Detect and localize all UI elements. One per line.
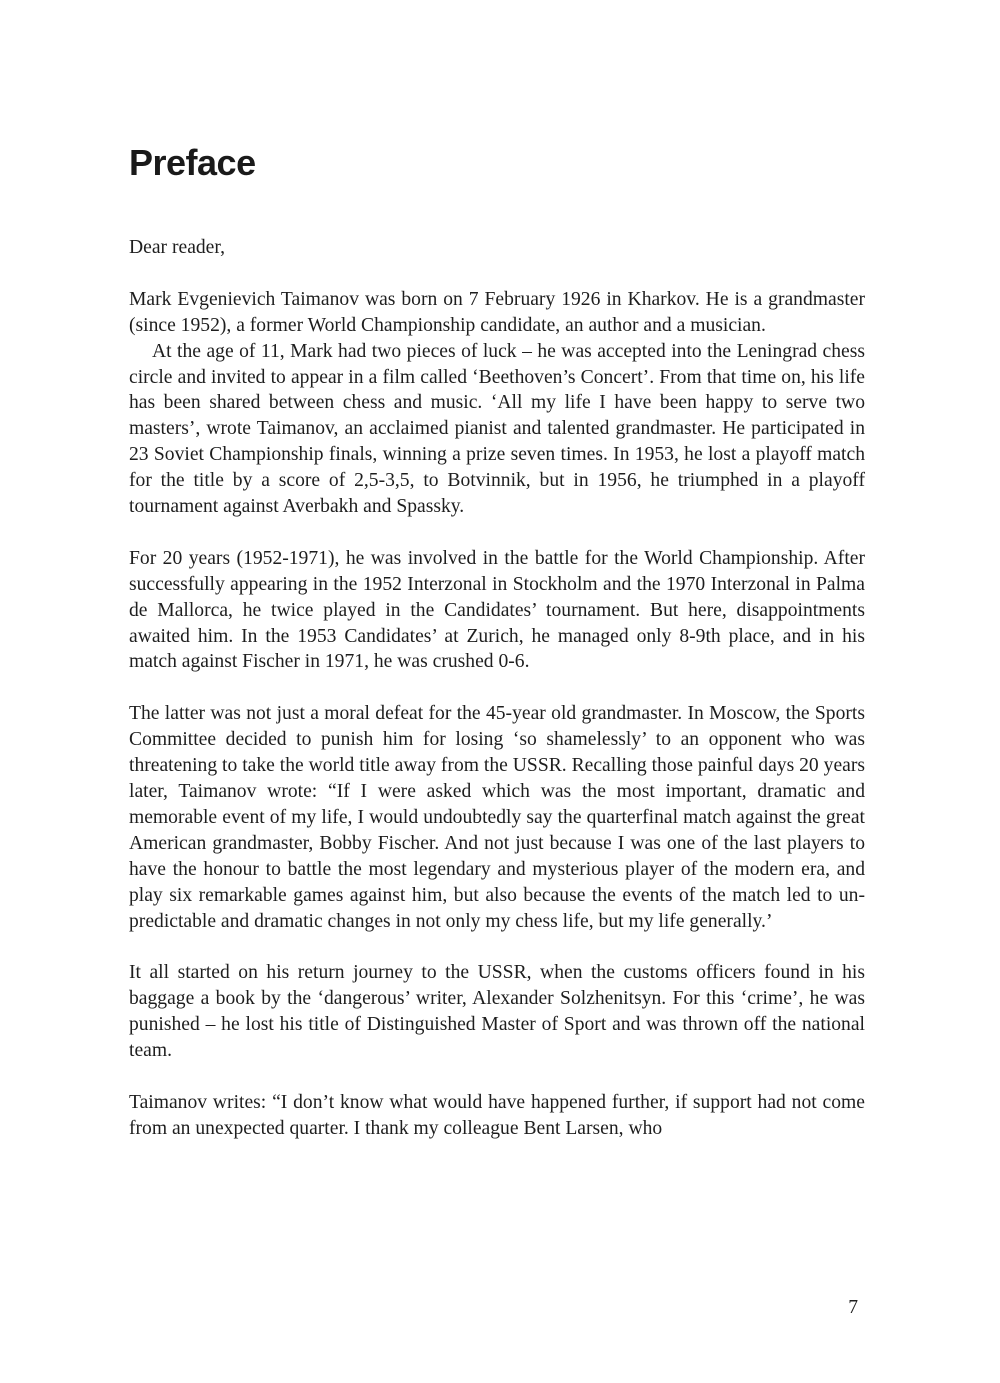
paragraph-2: At the age of 11, Mark had two pieces of luck – he was accepted into the Leningrad chess circle and invited to appear in a film called ‘Beethoven’s Concert’. From that time on, his life has been shared between chess and music. ‘All my life I have been happy to serve two masters’, wrote Taimanov, an acclaimed pianist and talented grandmaster. He participated in 23 Soviet Championship finals, winning a prize seven times. In 1953, he lost a playoff match for the title by a score of 2,5-3,5, to Botvinnik, but in 1956, he triumphed in a playoff tournament against Averbakh and Spassky. bbox=[129, 340, 865, 518]
paragraph-5: It all started on his return journey to the USSR, when the customs officers found in his baggage a book by the ‘dangerous’ writer, Alexander Solzhenitsyn. For this ‘crime’, he was punished – he lost his title of Distinguished Master of Sport and was thrown off the national team. bbox=[129, 962, 865, 1062]
paragraph-4: The latter was not just a moral defeat for the 45-year old grandmaster. In Moscow, the Sports Committee decided to punish him for losing ‘so shamelessly’ to an opponent who was threatening to take the world title away from the USSR. Recalling those painful days 20 years later, Taimanov wrote: “If I were asked which was the most important, dramatic and memorable event of my life, I would undoubtedly say the quarterfinal match against the great American grandmaster, Bobby Fischer. And not just because I was one of the last players to have the honour to battle the most legendary and mysterious player of the modern era, and play six remarkable games against him, but also because the events of the match led to unpredictable and dramatic changes in not only my chess life, but my life generally.’ bbox=[129, 703, 865, 932]
body-text bbox=[129, 235, 865, 1142]
paragraph-6: Taimanov writes: “I don’t know what would have happened further, if support had not come from an unexpected quarter. I thank my colleague Bent Larsen, who bbox=[129, 1091, 865, 1139]
paragraph-3: For 20 years (1952-1971), he was involved in the battle for the World Championship. After successfully appearing in the 1952 Interzonal in Stockholm and the 1970 Interzonal in Palma de Mallorca, he twice played in the Candidates’ tournament. But here, disappointments awaited him. In the 1953 Candidates’ at Zurich, he managed only 8-9th place, and in his match against Fischer in 1971, he was crushed 0-6. bbox=[129, 547, 865, 673]
page-number: 7 bbox=[848, 1297, 858, 1318]
salutation: Dear reader, bbox=[129, 237, 226, 258]
page-title: Preface bbox=[129, 142, 256, 183]
paragraph-1: Mark Evgenievich Taimanov was born on 7 February 1926 in Kharkov. He is a grandmaster (since 1952), a former World Championship candidate, an author and a musician. bbox=[129, 288, 865, 336]
